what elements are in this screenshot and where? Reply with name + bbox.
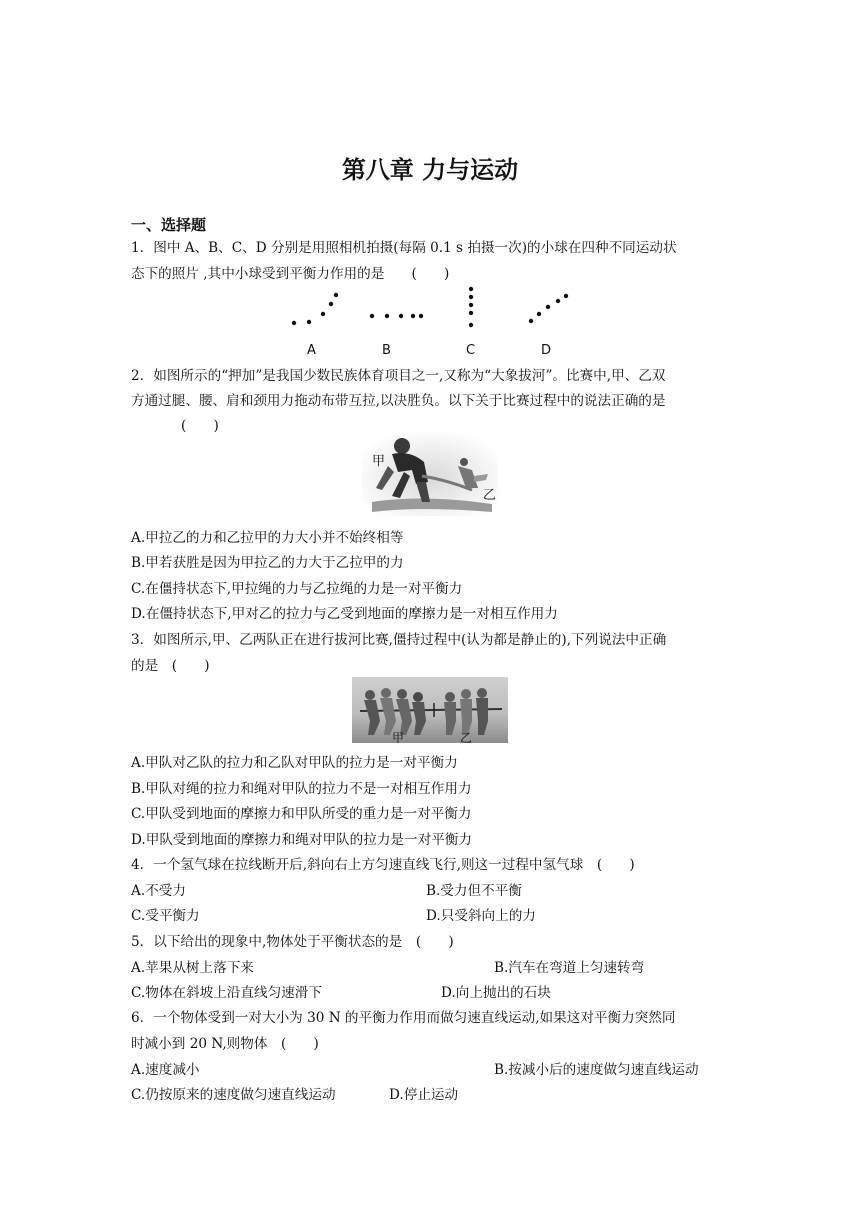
- q2-option-a: A.甲拉乙的力和乙拉甲的力大小并不始终相等: [131, 530, 404, 546]
- q2-line-3: ( ): [181, 418, 219, 434]
- q3-line-2: 的是 ( ): [131, 658, 210, 674]
- q2-line-2: 方通过腿、腰、肩和颈用力拖动布带互拉,以决胜负。以下关于比赛过程中的说法正确的是: [131, 393, 666, 409]
- photo-a-dots: [292, 293, 338, 325]
- q4-option-c: C.受平衡力: [131, 908, 200, 924]
- section-heading: 一、选择题: [131, 216, 207, 234]
- photo-c-dots: [469, 287, 473, 327]
- q2-option-b: B.甲若获胜是因为甲拉乙的力大于乙拉甲的力: [131, 555, 404, 571]
- q2-option-c: C.在僵持状态下,甲拉绳的力与乙拉绳的力是一对平衡力: [131, 581, 463, 597]
- q3-option-b: B.甲队对绳的拉力和绳对甲队的拉力不是一对相互作用力: [131, 781, 472, 797]
- q4-line-1: 4．一个氢气球在拉线断开后,斜向右上方匀速直线飞行,则这一过程中氢气球 ( ): [131, 857, 635, 873]
- q4-option-b: B.受力但不平衡: [426, 883, 522, 899]
- q3-option-a: A.甲队对乙队的拉力和乙队对甲队的拉力是一对平衡力: [131, 755, 458, 771]
- q3-fig-label-yi: 乙: [460, 731, 473, 743]
- q1-label-a: A: [307, 343, 316, 358]
- q1-label-c: C: [466, 343, 476, 358]
- q1-ball-photos-figure: [285, 285, 585, 335]
- q3-option-c: C.甲队受到地面的摩擦力和甲队所受的重力是一对平衡力: [131, 806, 472, 822]
- q3-option-d: D.甲队受到地面的摩擦力和绳对甲队的拉力是一对平衡力: [131, 832, 472, 848]
- q6-option-d: D.停止运动: [389, 1087, 459, 1103]
- q2-line-1: 2．如图所示的“押加”是我国少数民族体育项目之一,又称为“大象拔河”。比赛中,甲、乙双: [131, 368, 666, 384]
- q1-label-b: B: [382, 343, 391, 358]
- q2-fig-label-yi: 乙: [483, 488, 497, 503]
- q2-yajia-photo: [362, 432, 498, 516]
- q6-line-1: 6．一个物体受到一对大小为 30 N 的平衡力作用而做匀速直线运动,如果这对平衡力突然同: [131, 1010, 676, 1026]
- photo-d-dots: [529, 294, 568, 323]
- q4-option-a: A.不受力: [131, 883, 186, 899]
- q3-tug-of-war-photo: [352, 677, 508, 743]
- q2-fig-label-jia: 甲: [372, 454, 386, 469]
- q6-option-a: A.速度减小: [131, 1062, 200, 1078]
- photo-b-dots: [370, 314, 423, 318]
- q6-line-2: 时减小到 20 N,则物体 ( ): [131, 1036, 319, 1052]
- q5-option-c: C.物体在斜坡上沿直线匀速滑下: [131, 985, 322, 1001]
- q5-line-1: 5．以下给出的现象中,物体处于平衡状态的是 ( ): [131, 934, 454, 950]
- q1-line-1: 1．图中 A、B、C、D 分别是用照相机拍摄(每隔 0.1 s 拍摄一次)的小球在四种不同运动状: [131, 240, 677, 256]
- chapter-title: 第八章 力与运动: [341, 156, 519, 184]
- q6-option-c: C.仍按原来的速度做匀速直线运动: [131, 1087, 336, 1103]
- q3-line-1: 3．如图所示,甲、乙两队正在进行拔河比赛,僵持过程中(认为都是静止的),下列说法中正确: [131, 632, 667, 648]
- q1-label-d: D: [541, 343, 552, 358]
- q1-line-2: 态下的照片 ,其中小球受到平衡力作用的是 ( ): [131, 266, 450, 282]
- q5-option-a: A.苹果从树上落下来: [131, 960, 254, 976]
- q3-fig-label-jia: 甲: [392, 731, 405, 743]
- q5-option-d: D.向上抛出的石块: [441, 985, 551, 1001]
- q6-option-b: B.按减小后的速度做匀速直线运动: [494, 1062, 699, 1078]
- q5-option-b: B.汽车在弯道上匀速转弯: [494, 960, 645, 976]
- q2-option-d: D.在僵持状态下,甲对乙的拉力与乙受到地面的摩擦力是一对相互作用力: [131, 606, 558, 622]
- q4-option-d: D.只受斜向上的力: [426, 908, 536, 924]
